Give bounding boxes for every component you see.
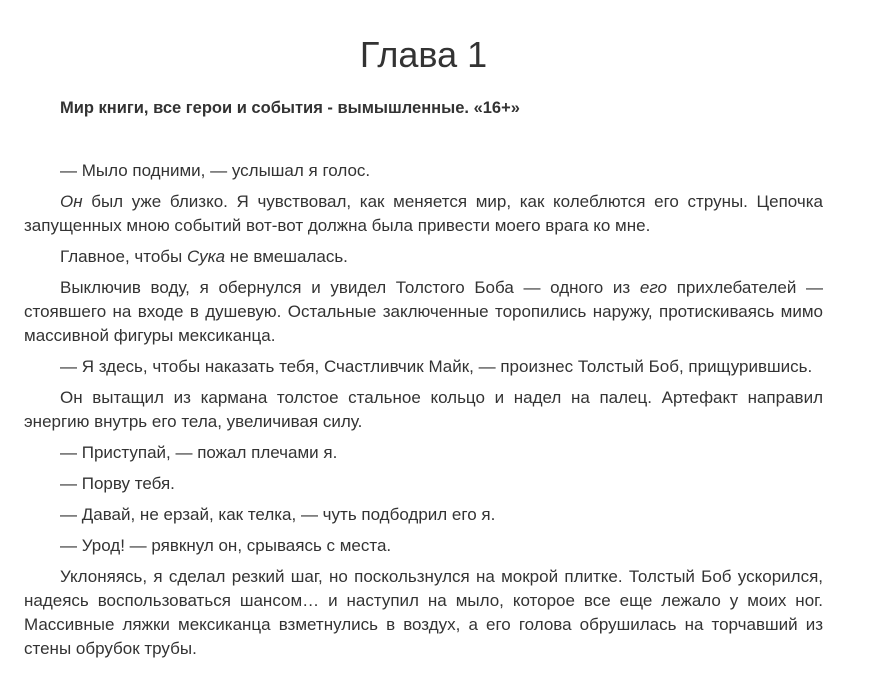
- paragraph-text: Уклоняясь, я сделал резкий шаг, но поскользнулся на мокрой плитке. Толстый Боб ускорился, надеясь воспользоваться шансом… и наступил на мыло, которое все еще лежало у моих ног. Массивные ляжки мексиканца взметнулись в воздух, а его голова обрушилась на торчавший из стены обрубок трубы.: [24, 567, 823, 658]
- story-paragraph: [24, 245, 823, 269]
- story-paragraph: [24, 159, 823, 183]
- paragraph-text: — Приступай, — пожал плечами я.: [60, 443, 338, 462]
- story-paragraph: [24, 503, 823, 527]
- paragraph-text: не вмешалась.: [225, 247, 348, 266]
- story-paragraph: [24, 565, 823, 661]
- paragraph-text: — Порву тебя.: [60, 474, 175, 493]
- paragraph-text: был уже близко. Я чувствовал, как меняется мир, как колеблются его струны. Цепочка запущенных мною событий вот-вот должна была привести моего врага ко мне.: [24, 192, 823, 235]
- italic-emphasis: Сука: [187, 247, 226, 266]
- story-paragraph: [24, 534, 823, 558]
- story-paragraph: [24, 276, 823, 348]
- chapter-text: [24, 159, 823, 661]
- paragraph-text: — Я здесь, чтобы наказать тебя, Счастливчик Майк, — произнес Толстый Боб, прищурившись.: [60, 357, 813, 376]
- italic-emphasis: его: [639, 278, 668, 297]
- age-rating-disclaimer: Мир книги, все герои и события - вымышленные. «16+»: [60, 99, 520, 117]
- paragraph-text: — Мыло подними, — услышал я голос.: [60, 161, 371, 180]
- paragraph-text: — Давай, не ерзай, как телка, — чуть подбодрил его я.: [60, 505, 496, 524]
- italic-emphasis: Он: [60, 192, 83, 211]
- story-paragraph: [24, 441, 823, 465]
- reader-page: [24, 0, 823, 668]
- paragraph-text: Он вытащил из кармана толстое стальное кольцо и надел на палец. Артефакт направил энергию внутрь его тела, увеличивая силу.: [24, 388, 823, 431]
- story-paragraph: [24, 355, 823, 379]
- story-paragraph: [24, 190, 823, 238]
- paragraph-text: Главное, чтобы: [60, 247, 187, 266]
- paragraph-text: прихлебателей — стоявшего на входе в душевую. Остальные заключенные торопились наружу, протискиваясь мимо массивной фигуры мексиканца.: [24, 278, 823, 345]
- story-paragraph: [24, 472, 823, 496]
- paragraph-text: — Урод! — рявкнул он, срываясь с места.: [60, 536, 392, 555]
- story-paragraph: [24, 386, 823, 434]
- chapter-title: Глава 1: [359, 34, 488, 75]
- paragraph-text: Выключив воду, я обернулся и увидел Толстого Боба — одного из: [60, 278, 640, 297]
